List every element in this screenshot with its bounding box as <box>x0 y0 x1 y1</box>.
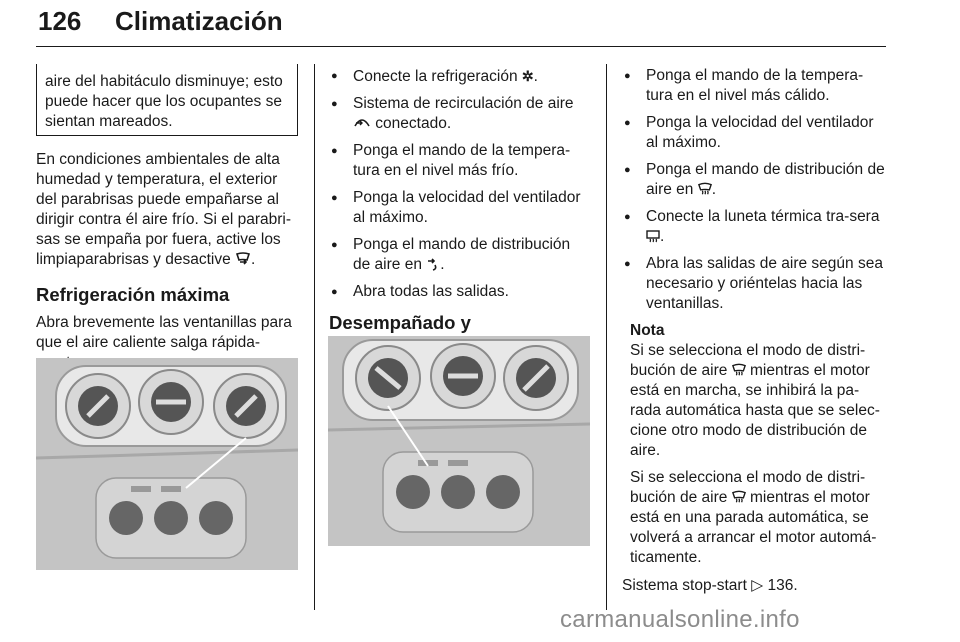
list-item-text: Conecte la luneta térmica tra-sera <box>646 208 880 225</box>
list-item-end: conectado. <box>371 115 452 132</box>
instruction-list <box>622 66 888 314</box>
list-item <box>622 254 888 314</box>
list-item <box>622 66 888 106</box>
paragraph-text: En condiciones ambientales de alta humedad y temperatura, el exterior del parabrisas puede empañarse al dirigir contra él aire frío. Si el parabri-sas se empaña por fuera, active los limpiaparabrisas y desactive <box>36 151 291 268</box>
list-item-text: Ponga la velocidad del ventilador al máximo. <box>646 114 874 151</box>
windscreen-airflow-icon <box>235 252 251 266</box>
list-item <box>329 282 591 302</box>
windscreen-defrost-icon <box>732 363 746 377</box>
note-text: Si se selecciona el modo de distri-bución de aire <box>630 342 866 379</box>
climate-panel-illustration <box>328 336 590 546</box>
list-item-end: . <box>533 68 538 85</box>
list-item <box>622 113 888 153</box>
climate-control-photo <box>328 336 590 546</box>
cross-reference[interactable] <box>622 576 888 596</box>
page-title: Climatización <box>115 6 283 36</box>
list-item-end: . <box>711 181 717 198</box>
list-item <box>622 207 888 247</box>
list-item-end: . <box>440 256 445 273</box>
warning-box <box>36 64 298 136</box>
page-number: 126 <box>38 6 82 36</box>
list-item-text: Ponga el mando de la tempera-tura en el nivel más frío. <box>353 142 571 179</box>
list-item <box>329 66 591 87</box>
note-heading: Nota <box>630 322 665 339</box>
list-item-end: . <box>660 228 665 245</box>
warning-box-text: aire del habitáculo disminuye; esto puede hacer que los ocupantes se sientan mareados. <box>45 73 283 130</box>
list-item-text: Ponga la velocidad del ventilador al máximo. <box>353 189 581 226</box>
list-item-text: Abra las salidas de aire según sea necesario y oriéntelas hacia las ventanillas. <box>646 255 883 312</box>
section-heading-text: Desempañado y <box>329 312 471 333</box>
list-item-text: Ponga el mando de distribución de aire en <box>353 236 571 273</box>
note-text: Si se selecciona el modo de distri-bución de aire <box>630 469 866 506</box>
note-paragraph <box>630 468 888 568</box>
list-item <box>622 160 888 200</box>
note-block <box>630 321 888 568</box>
list-item-text: Abra todas las salidas. <box>353 283 509 300</box>
cross-reference-page: 136. <box>767 577 798 594</box>
list-item-text: Sistema de recirculación de aire <box>353 95 574 112</box>
face-vent-icon <box>426 257 440 271</box>
list-item-text: Ponga el mando de la tempera-tura en el nivel más cálido. <box>646 67 864 104</box>
windscreen-defrost-icon <box>698 182 712 196</box>
section-heading: Refrigeración máxima <box>36 284 230 305</box>
list-item <box>329 141 591 181</box>
list-item <box>329 188 591 228</box>
column-divider <box>314 64 315 610</box>
cross-reference-text: Sistema stop-start <box>622 577 747 594</box>
rear-window-heater-icon <box>646 229 660 243</box>
list-item-text: Conecte la refrigeración <box>353 68 518 85</box>
paragraph-end: . <box>251 251 256 268</box>
header-rule <box>36 46 886 47</box>
column-2 <box>329 66 591 378</box>
recirculation-icon <box>353 117 371 129</box>
climate-panel-illustration <box>36 358 298 570</box>
windscreen-defrost-icon <box>732 490 746 504</box>
cross-reference-arrow-icon: ▷ <box>751 577 764 594</box>
column-divider <box>606 64 607 610</box>
note-text: mientras el motor está en una parada automática, se volverá a arrancar el motor automá-ticamente. <box>630 489 877 566</box>
list-item <box>329 235 591 275</box>
note-text: mientras el motor está en marcha, se inhibirá la pa-rada automática hasta que se selec-cione otro modo de distribución de aire. <box>630 362 880 459</box>
paragraph <box>36 150 302 270</box>
snowflake-icon: ✲ <box>521 68 534 84</box>
paragraph: Abra brevemente las ventanillas para que el aire caliente salga rápida- <box>36 314 292 351</box>
watermark: carmanualsonline.info <box>560 606 800 633</box>
climate-control-photo <box>36 358 298 570</box>
instruction-list <box>329 66 591 302</box>
list-item <box>329 94 591 134</box>
list-item-text: Ponga el mando de distribución de aire en <box>646 161 885 198</box>
note-paragraph <box>630 341 888 461</box>
column-1 <box>36 150 302 373</box>
column-3 <box>622 66 888 596</box>
